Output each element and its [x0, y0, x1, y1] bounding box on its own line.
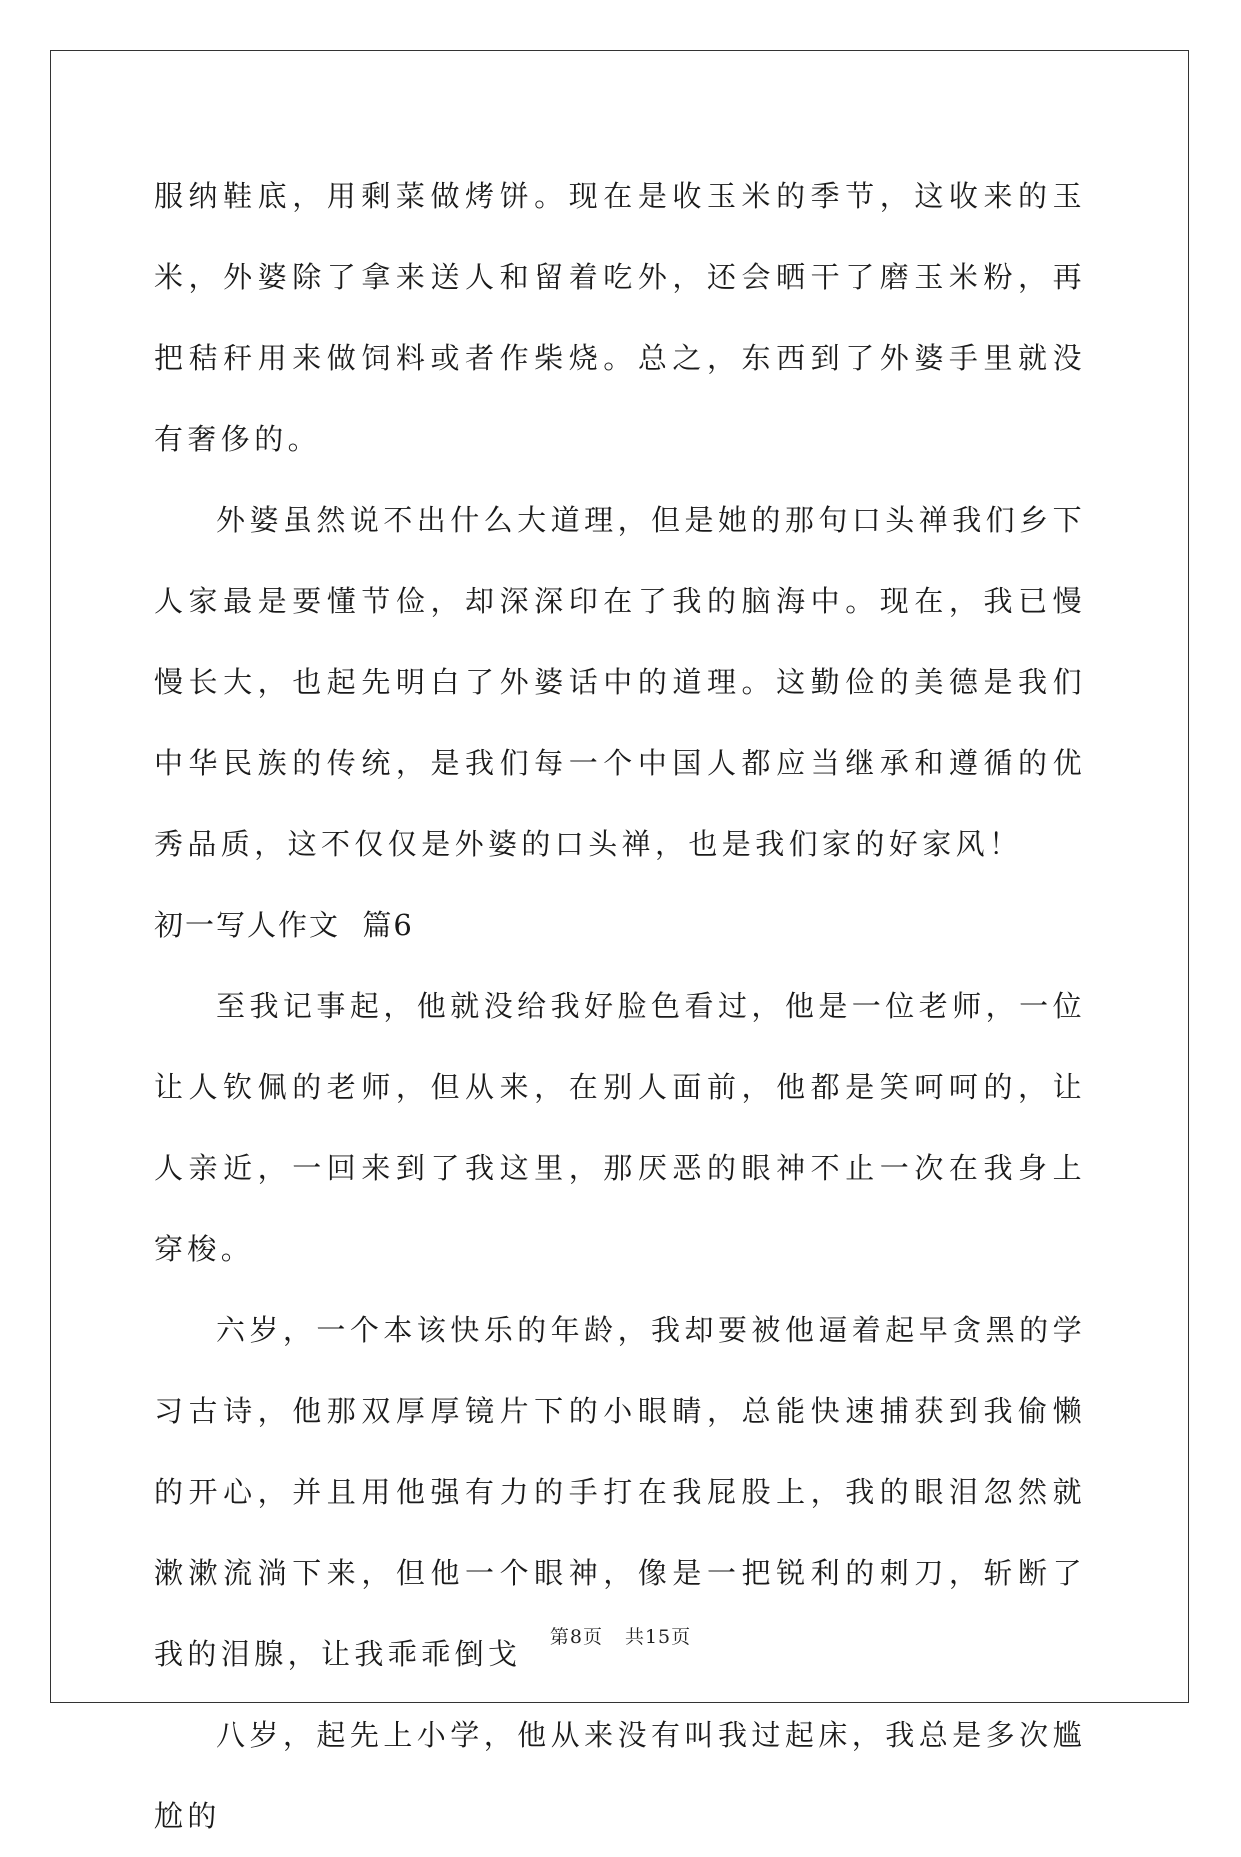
document-body	[154, 156, 1086, 1857]
paragraph-1: 服纳鞋底，用剩菜做烤饼。现在是收玉米的季节，这收来的玉米，外婆除了拿来送人和留着吃外，还会晒干了磨玉米粉，再把秸秆用来做饲料或者作柴烧。总之，东西到了外婆手里就没有奢侈的。	[154, 179, 1086, 456]
page-footer	[0, 1622, 1241, 1649]
section-heading: 初一写人作文 篇6	[154, 908, 414, 942]
paragraph-3: 至我记事起，他就没给我好脸色看过，他是一位老师，一位让人钦佩的老师，但从来，在别人面前，他都是笑呵呵的，让人亲近，一回来到了我这里，那厌恶的眼神不止一次在我身上穿梭。	[154, 989, 1086, 1266]
paragraph-4: 六岁，一个本该快乐的年龄，我却要被他逼着起早贪黑的学习古诗，他那双厚厚镜片下的小眼睛，总能快速捕获到我偷懒的开心，并且用他强有力的手打在我屁股上，我的眼泪忽然就漱漱流淌下来，但他一个眼神，像是一把锐利的刺刀，斩断了我的泪腺，让我乖乖倒戈	[154, 1313, 1086, 1671]
paragraph-5: 八岁，起先上小学，他从来没有叫我过起床，我总是多次尴尬的	[154, 1718, 1086, 1833]
page-total: 共15页	[624, 1626, 692, 1648]
page-number: 第8页	[549, 1626, 603, 1648]
paragraph-2: 外婆虽然说不出什么大道理，但是她的那句口头禅我们乡下人家最是要懂节俭，却深深印在了我的脑海中。现在，我已慢慢长大，也起先明白了外婆话中的道理。这勤俭的美德是我们中华民族的传统，是我们每一个中国人都应当继承和遵循的优秀品质，这不仅仅是外婆的口头禅，也是我们家的好家风！	[154, 503, 1086, 861]
